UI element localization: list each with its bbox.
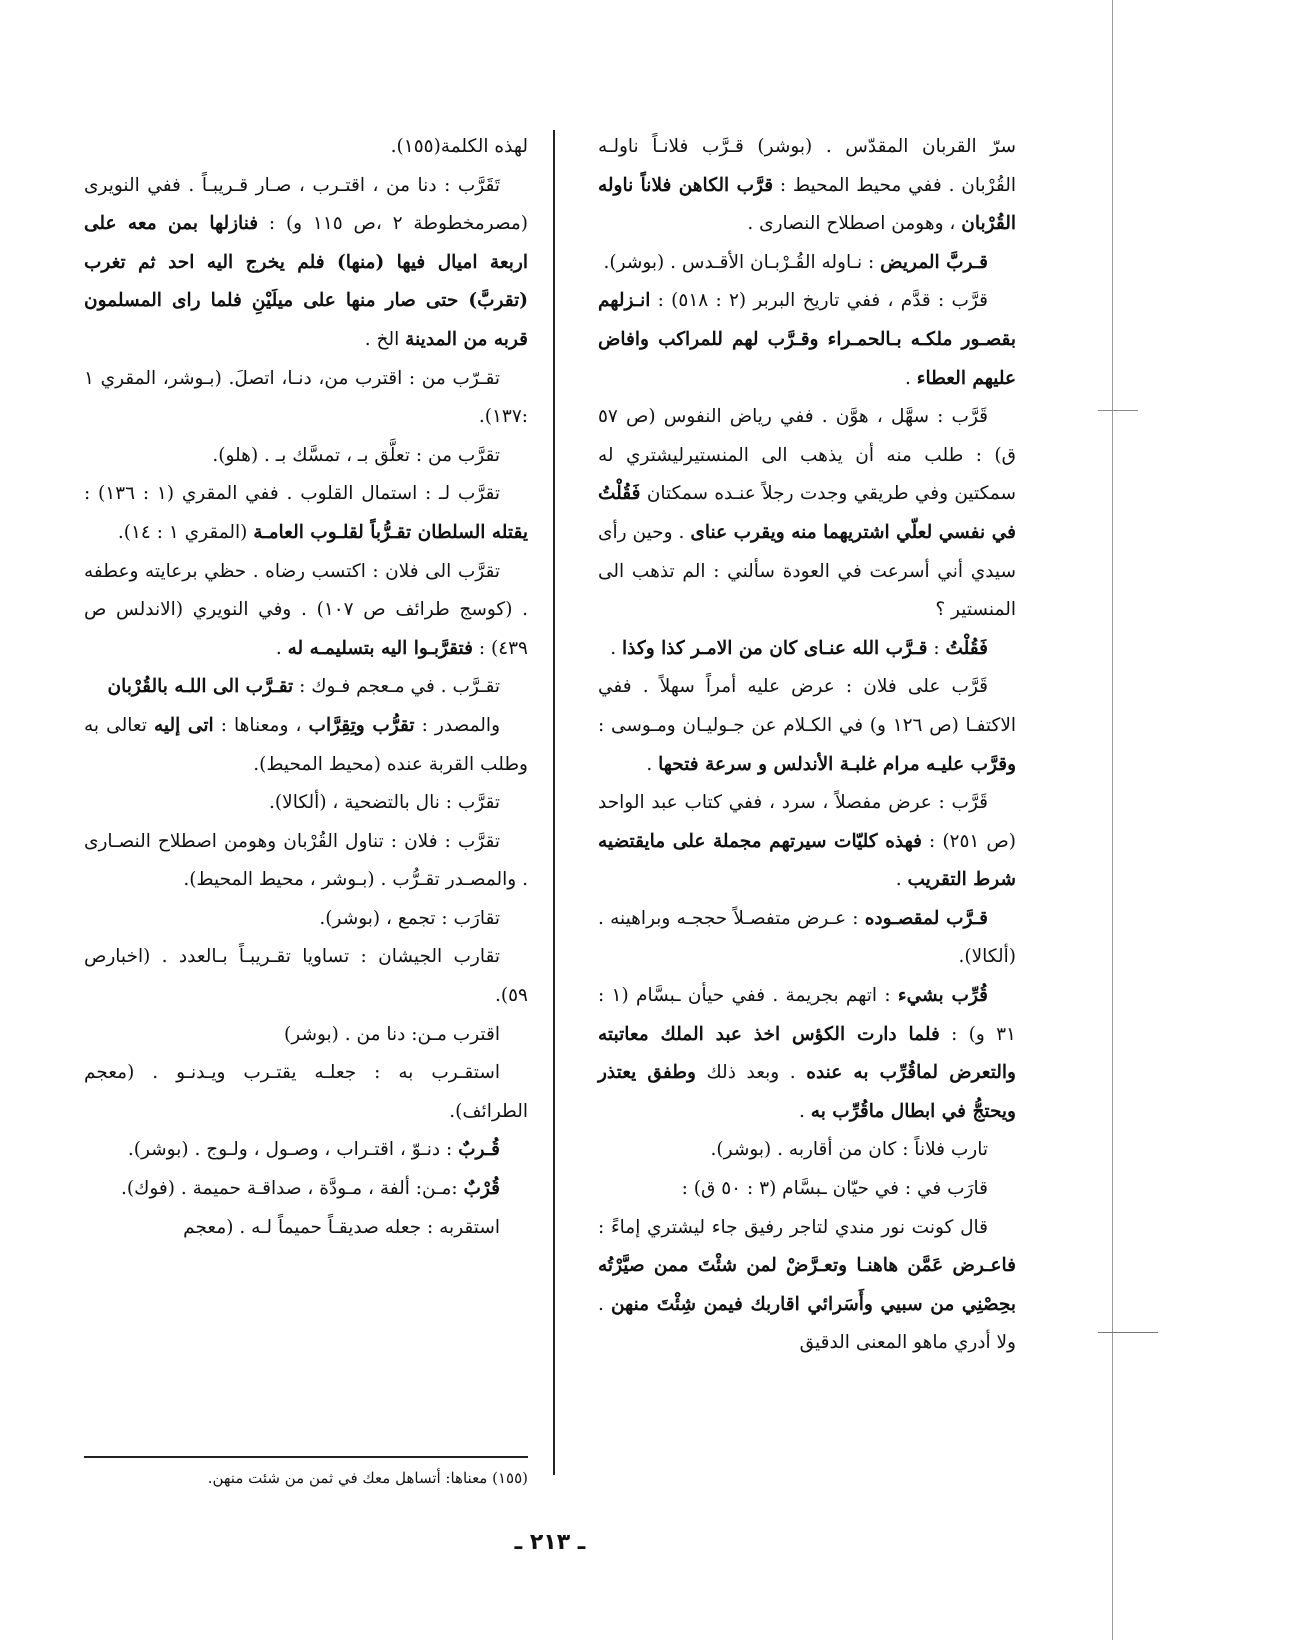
bold-quote: قـرَّب الله عنـاى كان من الامـر كذا وكذا [622,637,928,659]
left-column-paragraph [84,1131,528,1170]
right-column-paragraph [598,900,1016,977]
text-run: . وحين رأى سيدي أني أسرعت في العودة سألني : الم تذهب الى المنستير ؟ [598,521,1016,621]
text-run: (المقري ١ : ١٤). [117,521,254,543]
right-column-paragraph [598,398,1016,630]
text-run: : اتهم بجريمة . ففي حيأن ـبسَّام (١ : ٣١ و) : [598,985,1016,1045]
text-run: : [927,637,946,659]
right-column-paragraph [598,1209,1016,1363]
text-run: تقـرَّب . في مـعجم فـوك : [293,676,500,698]
left-column-paragraph [84,475,528,552]
right-column-paragraph [598,668,1016,784]
text-run: . [275,637,288,659]
bold-quote: قـرَّب لمقصـوده [864,907,988,929]
text-run: قارَب في : في حيّان ـبسَّام (٣ : ٥٠ ق) : [681,1178,988,1200]
text-run: . [799,1100,811,1122]
right-column-paragraph [598,282,1016,398]
right-column-paragraph [598,244,1016,283]
bold-quote: قُرِّب بشيء [897,985,988,1007]
left-column-paragraph [84,1016,528,1055]
left-column-paragraph [84,668,528,707]
footnote-rule [84,1456,528,1458]
text-run: ، وهومن اصطلاح النصارى . [747,213,962,235]
bold-quote: فهذه كليّات سيرتهم مجملة على مايقتضيه شرط التقريب [598,830,1016,891]
right-column-paragraph [598,784,1016,900]
text-run: ، ومعناها : [213,714,309,736]
text-run: قَرَّب على فلان : عرض عليه أمراً سهلاً . ففي الاكتفـا (ص ١٢٦ و) في الكـلام عن جـوليـان ومـوسى : [598,676,1017,736]
left-column-paragraph [84,1170,528,1209]
text-run: . [610,637,623,659]
text-run: تقرَّب لـ : استمال القلوب . ففي المقري (١ : ١٣٦) : [84,483,500,505]
text-run: : عـرض متفصـلاً حججـه وبراهينه . (ألكالا). [598,907,1016,968]
text-run: قال كونت نور مندي لتاجر رفيق جاء ليشتري إماءً : [598,1216,988,1238]
right-column-paragraph [598,977,1016,1131]
bold-quote: وقرَّب عليـه مرام غلبـة الأندلس و سرعة فتحها [658,753,1016,775]
bold-quote: اتى إليه [154,714,214,736]
left-text-column [84,128,528,1247]
text-run: : نـاوله القُـرْبـان الأقـدس . (بوشر). [603,251,881,273]
text-run: سرّ القربان المقدّس . (بوشر) قـرَّب فلانـاً ناولـه القُرْبان . ففي محيط المحيط : [598,136,1016,196]
left-column-paragraph [84,437,528,476]
text-run: تقرَّب الى فلان : اكتسب رضاه . حظي برعايته وعطفه . (كوسج طرائف ص ١٠٧) . وفي النويري (الاندلس ص ٤٣٩) : [84,560,528,659]
left-column-paragraph [84,938,528,1015]
bold-quote: انـزلهم بقصـور ملكـه بـالحمـراء وقـرَّب لهم للمراكب وافاض عليهم العطاء [598,290,1016,389]
text-run: والمصدر : [414,714,500,736]
text-run: تقرَّب : فلان : تناول القُرْبان وهومن اصطلاح النصـارى . والمصـدر تقـرُّب . (بـوشر ، محيط المحيط). [84,830,528,891]
left-column-paragraph [84,1054,528,1131]
scan-edge-mark [1098,1332,1158,1333]
left-column-paragraph [84,128,528,167]
text-run: تقـرّب من : اقترب من، دنـا، اتصلَ. (بـوشر، المقري ١ :١٣٧). [84,367,528,428]
bold-quote: فلما دارت الكؤس اخذ عبد الملك معاتبته والتعرض لماقُرِّب به عنده [598,1023,1016,1084]
left-column-paragraph [84,553,528,669]
bold-quote: قُـربٌ [458,1139,500,1161]
scan-edge-mark [1112,0,1113,1640]
bold-quote: فنازلها بمن معه على اربعة اميال فيها (منها) فلم يخرج اليه احد ثم تغرب (تقربَّ) حتى صار منها على ميلَيْنِ فلما راى المسلمون قربه من المدينة [84,213,528,350]
text-run: . [895,869,908,891]
right-column-paragraph [598,1131,1016,1170]
bold-quote: قـربَّ المريض [880,251,988,273]
text-run: تَقَرَّب : دنا من ، اقتـرب ، صـار قـريبـاً . ففي النويرى (مصرمخطوطة ٢ ،ص ١١٥ و) : [84,174,528,235]
text-run: استقربه : جعله صديقـاً حميماً لـه . (معجم [183,1216,500,1238]
bold-quote: فتقرَّبـوا اليه بتسليمـه له [287,637,473,659]
text-run: . [646,753,659,775]
bold-quote: يقتله السلطان تقـرُّباً لقلـوب العامـة [253,521,528,543]
page-number: ـ ٢١٣ ـ [514,1530,586,1555]
text-run: تقرَّب : نال بالتضحية ، (ألكالا). [269,792,500,814]
text-run: الخ . [364,328,406,350]
bold-quote: فَقُلْتُ [945,637,988,659]
text-run: . [904,367,917,389]
footnote: (١٥٥) معناها: أتساهل معك في ثمن من شئت منهن. [207,1469,528,1487]
text-run: تقارب الجيشان : تساويا تقـريبـاً بـالعدد . (اخبارص ٥٩). [84,946,528,1007]
bold-quote: قُرْبٌ [463,1178,500,1200]
text-run: تقرَّب من : تعلَّق بـ ، تمسَّك بـ . (هلو). [212,444,500,466]
left-column-paragraph [84,360,528,437]
text-run: :مـن: ألفة ، مـودَّة ، صداقـة حميمة . (فوك). [121,1178,464,1200]
left-column-paragraph [84,707,528,784]
text-run: قَرَّب : سهَّل ، هوَّن . ففي رياض النفوس (ص ٥٧ ق) : طلب منه أن يذهب الى المنستيرليشتري له سمكتين وفي طريقي وجدت رجلاً عنـده سمكتان [598,406,1016,505]
right-column-paragraph [598,1170,1016,1209]
right-column-paragraph [598,128,1016,244]
text-run: اقترب مـن: دنا من . (بوشر) [284,1023,500,1045]
text-run: استقـرب به : جعلـه يقتـرب ويـدنـو . (معجم الطرائف). [84,1062,528,1122]
left-column-paragraph [84,167,528,360]
bold-quote: تقـرَّب الى اللـه بالقُرْبان [107,676,294,698]
left-column-paragraph [84,823,528,900]
text-run: . ولا أدري ماهو المعنى الدقيق [598,1293,1016,1354]
text-run: قرَّب : قدَّم ، ففي تاريخ البربر (٢ : ٥١٨) : [650,290,988,312]
right-column-paragraph [598,630,1016,669]
text-run: : دنـوّ ، اقتـراب ، وصـول ، ولـوج . (بوشر). [127,1139,459,1161]
bold-quote: تقرُّب وتِقِرَّاب [308,714,415,736]
text-run: . وبعد ذلك [695,1062,807,1084]
bold-quote: فَقُلْتُ في نفسي لعلّي اشتريهما منه ويقرب عناى [598,483,1016,543]
scan-edge-mark [1098,410,1138,411]
bold-quote: فاعـرض عَمَّن هاهنـا وتعـرَّضْ لمن شئْتَ ممن صيَّرْتُه بحِصْنِي من سبيي وأَسَرائي اقاربك فيمن شِئْتَ منهن [598,1255,1017,1315]
left-column-paragraph [84,784,528,823]
bold-quote: قرَّب الكاهن فلاناً ناوله القُرْبان [598,174,1016,235]
text-run: تقارَب : تجمع ، (بوشر). [319,907,500,929]
text-run: تارب فلاناً : كان من أقاربه . (بوشر). [710,1139,988,1161]
left-column-paragraph [84,1209,528,1248]
column-divider [553,130,555,1475]
text-run: قَرَّب : عرض مفصلاً ، سرد ، ففي كتاب عبد الواحد (ص ٢٥١) : [598,792,1016,852]
text-run: تعالى به وطلب القربة عنده (محيط المحيط). [84,714,528,775]
bold-quote: وطفق يعتذر ويحتجُّ في ابطال ماقُرِّب به [598,1062,1016,1122]
text-run: لهذه الكلمة(١٥٥). [390,136,528,157]
left-column-paragraph [84,900,528,939]
right-text-column [598,128,1016,1363]
